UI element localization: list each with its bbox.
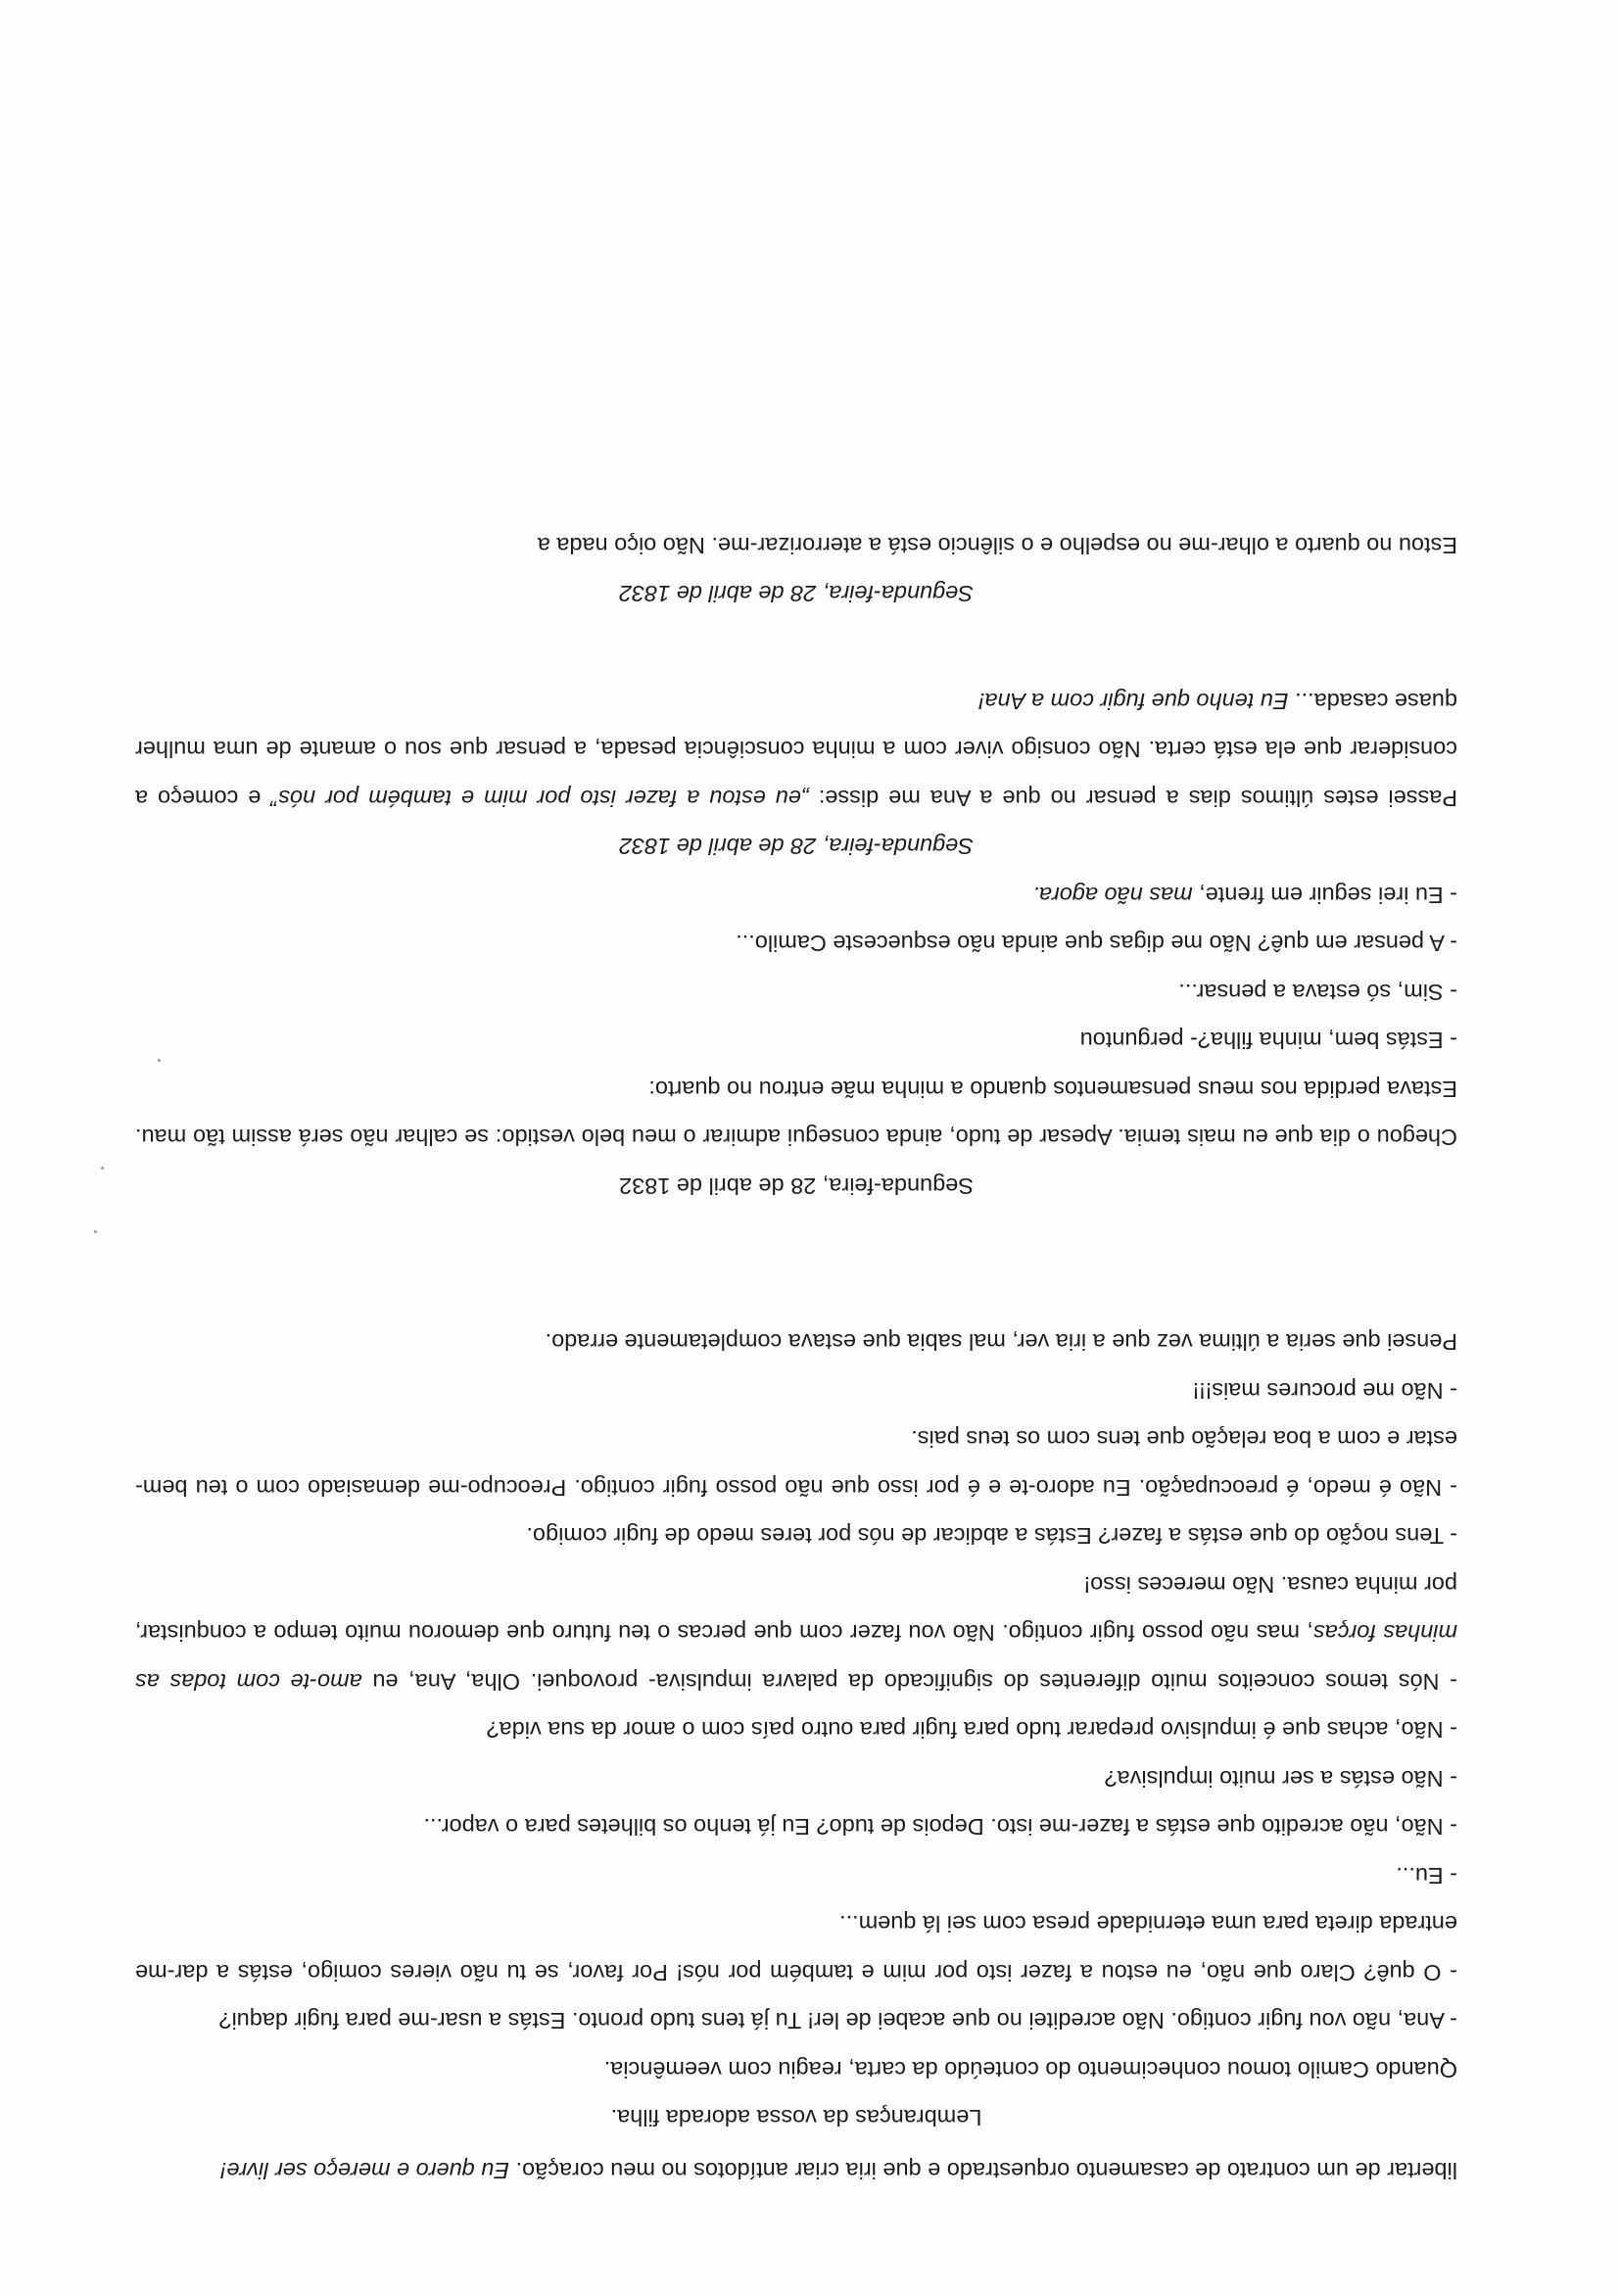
dialogue-line: - O quê? Claro que não, eu estou a fazer isto por mim e também por nós! Por favor, se tu não vieres comigo, estás a dar-me entrada direta para uma eternidade presa com sei lá quem...	[135, 1911, 1457, 1985]
paragraph: Chegou o dia que eu mais temia. Apesar de tudo, ainda consegui admirar o meu belo vestido: se calhar não será assim tão mau. Estava perdida nos meus pensamentos quando a minha mãe entrou no quarto:	[135, 1076, 1457, 1151]
dialogue-line: - Não me procures mais!!!	[1192, 1378, 1457, 1404]
dialogue-line: - Sim, só estava a pensar...	[1178, 980, 1457, 1005]
letter-signoff: Lembranças da vossa adorada filha.	[610, 2105, 982, 2131]
dialogue-line	[135, 871, 1457, 920]
paragraph: Quando Camilo tomou conhecimento do conteúdo da carta, reagiu com veemência.	[603, 2057, 1457, 2082]
page-text	[135, 521, 1457, 2195]
text-run: , mas não posso fugir contigo. Não vou fazer com que percas o teu futuro que demorou muito tempo a conquistar, por minha causa. Não mereces isso!	[135, 1572, 1457, 1647]
entry-date: Segunda-feira, 28 de abril de 1832	[619, 1173, 974, 1199]
paragraph	[135, 677, 1457, 823]
dialogue-line: - Não, não acredito que estás a fazer-me isto. Depois de tudo? Eu já tenho os bilhetes para o vapor...	[423, 1814, 1457, 1841]
dialogue-line: - A pensar em quê? Não me digas que ainda não esqueceste Camilo...	[736, 931, 1457, 957]
text-run: e começo a considerar que ela está certa. Não consigo viver com a minha consciência pesada, a pensar que sou o amante de uma mulher quase casada...	[135, 689, 1457, 811]
paragraph: Pensei que seria a última vez que a iria ver, mal sabia que estava completamente errado.	[545, 1329, 1457, 1356]
entry-date: Segunda-feira, 28 de abril de 1832	[619, 834, 974, 860]
dialogue-line: - Ana, não vou fugir contigo. Não acreditei no que acabei de ler! Tu já tens tudo pronto. Estás a usar-me para fugir daqui?	[218, 2008, 1457, 2034]
dialogue-line: - Não, achas que é impulsivo preparar tudo para fugir para outro país com o amor da sua vida?	[486, 1717, 1457, 1744]
italic-text: amo-te com todas as minhas forças	[135, 1620, 1457, 1695]
scan-speck	[101, 1167, 104, 1170]
dialogue-line: - Não estás a ser muito impulsiva?	[1104, 1766, 1457, 1792]
dialogue-line	[135, 1560, 1457, 1706]
dialogue-line: - Estás bem, minha filha?- perguntou	[1079, 1028, 1457, 1054]
paragraph: Estou no quarto a olhar-me no espelho e o silêncio está a aterrorizar-me. Não oiço nada a	[537, 533, 1457, 558]
scan-speck	[94, 1230, 97, 1233]
italic-text: Eu quero e mereço ser livre!	[219, 2158, 510, 2183]
text-run: libertar de um contrato de casamento orquestrado e que iria criar antídotos no meu coração.	[509, 2158, 1457, 2183]
entry-date: Segunda-feira, 28 de abril de 1832	[619, 581, 974, 607]
dialogue-line: - Tens noção do que estás a fazer? Estás a abdicar de nós por teres medo de fugir comigo.	[526, 1523, 1457, 1550]
dialogue-line: - Não é medo, é preocupação. Eu adoro-te e é por isso que não posso fugir contigo. Preocupo-me demasiado com o teu bem-estar e com a boa relação que tens com os teus pais.	[135, 1426, 1457, 1501]
italic-text: Eu tenho que fugir com a Ana!	[977, 689, 1289, 714]
italic-text: mas não agora.	[1032, 883, 1193, 908]
dialogue-line: - Eu...	[1396, 1863, 1457, 1889]
text-run: Passei estes últimos dias a pensar no que a Ana me disse:	[808, 786, 1457, 811]
opening-paragraph	[135, 2146, 1457, 2195]
text-run: - Nós temos conceitos muito diferentes do significado da palavra impulsiva- provoquei. Olha, Ana, eu	[361, 1669, 1457, 1695]
italic-text: „eu estou a fazer isto por mim e também por nós”	[270, 786, 809, 811]
text-run: - Eu irei seguir em frente,	[1192, 883, 1457, 908]
